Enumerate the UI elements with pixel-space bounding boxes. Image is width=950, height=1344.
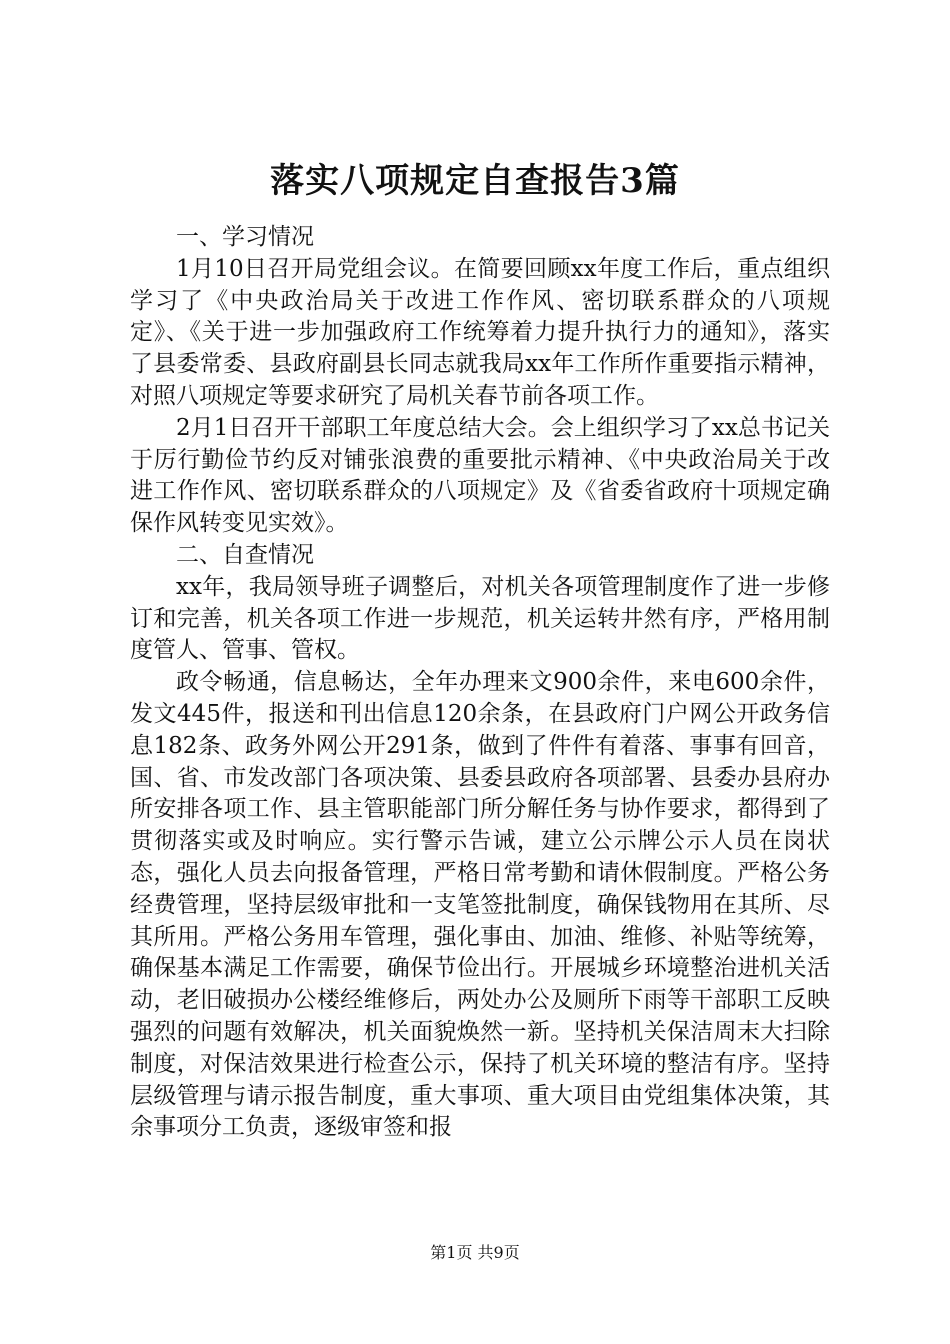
body-paragraph: 1月10日召开局党组会议。在简要回顾xx年度工作后，重点组织学习了《中央政治局关于改进工作作风、密切联系群众的八项规定》、《关于进一步加强政府工作统筹着力提升执行力的通知》，落实了县委常委、县政府副县长同志就我局xx年工作所作重要指示精神，对照八项规定等要求研究了局机关春节前各项工作。: [130, 255, 830, 409]
section-heading: 一、学习情况: [176, 224, 314, 250]
body-paragraph: 2月1日召开干部职工年度总结大会。会上组织学习了xx总书记关于厉行勤俭节约反对铺张浪费的重要批示精神、《中央政治局关于改进工作作风、密切联系群众的八项规定》及《省委省政府十项规定确保作风转变见实效》。: [130, 414, 830, 537]
document-body: [130, 222, 830, 1144]
section-heading: 二、自查情况: [176, 541, 314, 568]
page-number: 第1页 共9页: [430, 1243, 520, 1262]
document-title: 落实八项规定自查报告3篇: [270, 161, 680, 201]
body-paragraph: 政令畅通，信息畅达，全年办理来文900余件，来电600余件，发文445件，报送和刊出信息120余条，在县政府门户网公开政务信息182条、政务外网公开291条，做到了件件有着落、事事有回音，国、省、市发改部门各项决策、县委县政府各项部署、县委办县府办所安排各项工作、县主管职能部门所分解任务与协作要求，都得到了贯彻落实或及时响应。实行警示告诫，建立公示牌公示人员在岗状态，强化人员去向报备管理，严格日常考勤和请休假制度。严格公务经费管理，坚持层级审批和一支笔签批制度，确保钱物用在其所、尽其所用。严格公务用车管理，强化事由、加油、维修、补贴等统筹，确保基本满足工作需要，确保节俭出行。开展城乡环境整治进机关活动，老旧破损办公楼经维修后，两处办公及厕所下雨等干部职工反映强烈的问题有效解决，机关面貌焕然一新。坚持机关保洁周末大扫除制度，对保洁效果进行检查公示，保持了机关环境的整洁有序。坚持层级管理与请示报告制度，重大事项、重大项目由党组集体决策，其余事项分工负责，逐级审签和报: [130, 669, 830, 1141]
body-paragraph: xx年，我局领导班子调整后，对机关各项管理制度作了进一步修订和完善，机关各项工作进一步规范，机关运转井然有序，严格用制度管人、管事、管权。: [130, 573, 830, 664]
